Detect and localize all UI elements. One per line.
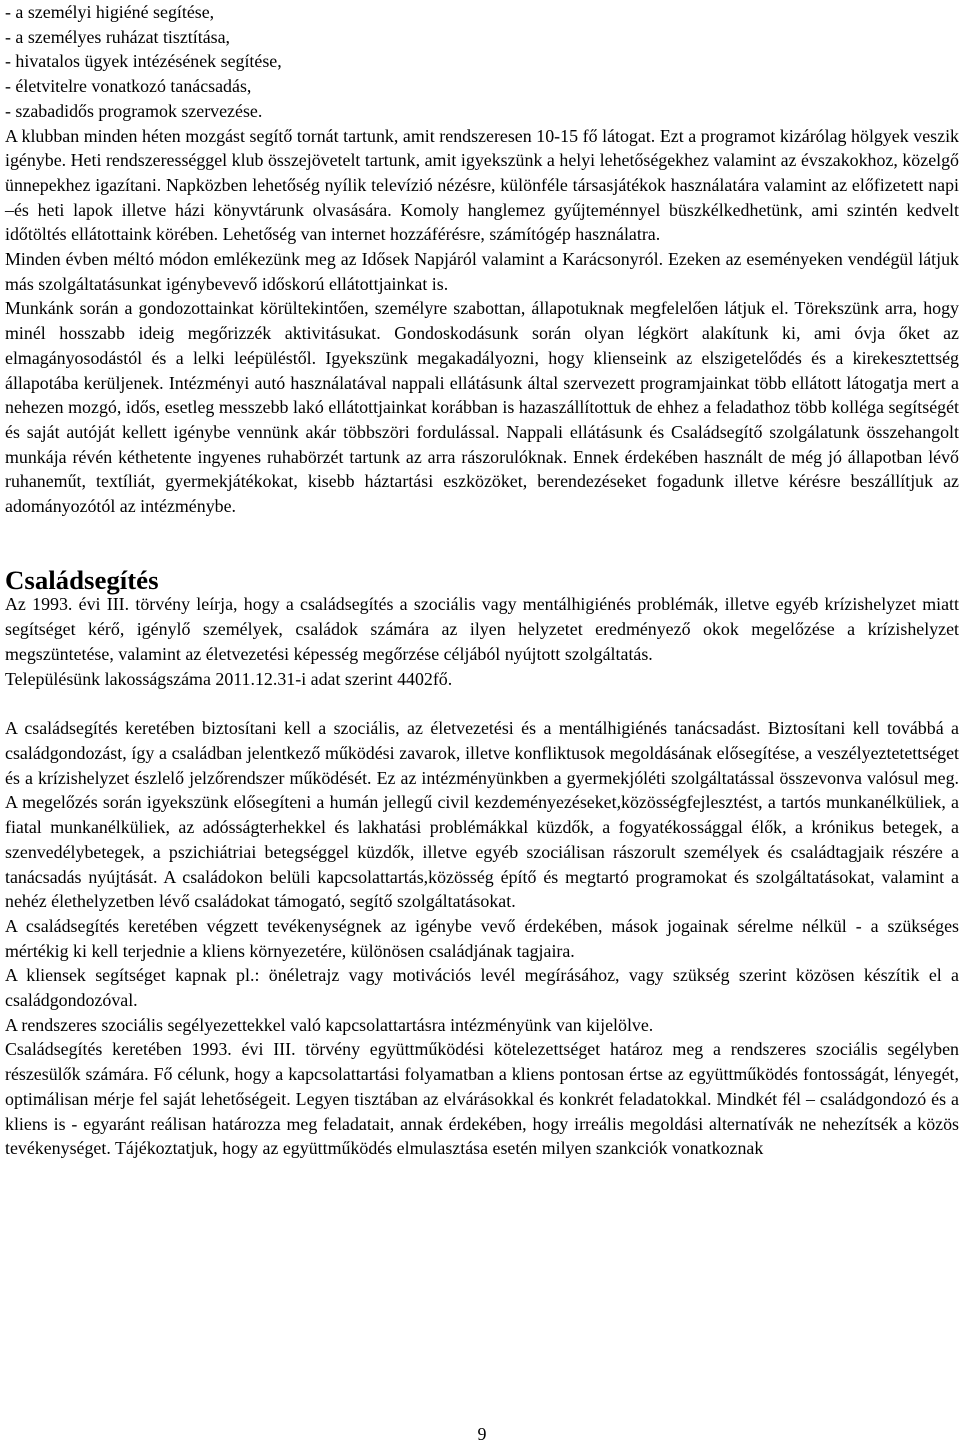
- page-number: 9: [477, 1424, 487, 1444]
- document-page: [5, 0, 959, 1444]
- paragraph-cooperation: Családsegítés keretében 1993. évi III. törvény együttműködési kötelezettséget határoz meg a rendszeres szociális segélyben részesülők számára. Fő célunk, hogy a kapcsolattartási folyamatban a kliens pontosan értse az együttműködés fontosságát, lényegét, optimálisan mérje fel saját lehetőségeit. Legyen tisztában az elvárásokkal és konkrét feladatokkal. Mindkét fél – családgondozó és a kliens is - egyaránt reálisan határozza meg feladatait, annak érdekében, hogy irreális megoldási alternatívák ne nehezítsék a közös tevékenységet. Tájékoztatjuk, hogy az együttműködés elmulasztása esetén milyen szankciók vonatkoznak: [5, 1039, 959, 1159]
- paragraph-population: Településünk lakosságszáma 2011.12.31-i adat szerint 4402fő.: [5, 668, 453, 689]
- paragraph-client-environment: A családsegítés keretében végzett tevékenységnek az igénybe vevő érdekében, mások jogainak sérelme nélkül - a szükséges mértékig ki kell terjednie a kliens környezetére, különösen családjának tagjaira.: [5, 915, 959, 961]
- spacer: [5, 691, 959, 716]
- list-item: - hivatalos ügyek intézésének segítése,: [5, 51, 282, 72]
- paragraph-contact-designation: A rendszeres szociális segélyezettekkel való kapcsolattartásra intézményünk van kijelölve.: [5, 1014, 654, 1035]
- service-list: [5, 0, 959, 124]
- paragraph-law-definition: Az 1993. évi III. törvény leírja, hogy a családsegítés a szociális vagy mentálhigiénés problémák, illetve egyéb krízishelyzet miatt segítséget kérő, igénylő személyek, családok számára az ilyen helyzetet eredményező okok megelőzése a krízishelyzet megszüntetése, valamint az életvezetési képesség megőrzése céljából nyújtott szolgáltatás.: [5, 594, 959, 664]
- paragraph-family-support: A családsegítés keretében biztosítani kell a szociális, az életvezetési és a mentálhigiénés tanácsadást. Biztosítani kell továbbá a családgondozást, így a családban jelentkező működési zavarok, illetve konfliktusok megoldásának elősegítése, a veszélyeztetettséget és a krízishelyzet észlelő jelzőrendszer működését. Ez az intézményünkben a gyermekjóléti szolgáltatással összevonva valósul meg. A megelőzés során igyekszünk elősegíteni a humán jellegű civil kezdeményezéseket,közösségfejlesztést, a tartós munkanélküliek, a fiatal munkanélküliek, az adósságterhekkel és lakhatási problémákkal küzdők, a fogyatékossággal élők, a krónikus betegek, a szenvedélybetegek, a pszichiátriai betegséggel küzdők, illetve egyéb szociálisan rászorult személyek és családtagjaik részére a tanácsadás nyújtását. A családokon belüli kapcsolattartás,közösség építő és megtartó programokat és szolgáltatásokat, valamint a nehéz élethelyzetben lévő családokat támogató, segítő szolgáltatásokat.: [5, 718, 959, 912]
- list-item: - szabadidős programok szervezése.: [5, 100, 263, 121]
- section-heading: Családsegítés: [5, 564, 159, 595]
- paragraph-client-help: A kliensek segítséget kapnak pl.: önéletrajz vagy motivációs levél megírásához, vagy szükség szerint közösen készítik el a családgondozóval.: [5, 965, 959, 1011]
- list-item: - életvitelre vonatkozó tanácsadás,: [5, 76, 252, 97]
- spacer: [5, 519, 959, 568]
- paragraph-club-activities: A klubban minden héten mozgást segítő tornát tartunk, amit rendszeresen 10-15 fő látogat. Ezt a programot kizárólag hölgyek veszik igénybe. Heti rendszerességgel klub összejövetelt tartunk, amit igyekszünk a helyi lehetőségekhez valamint az évszakokhoz, közelgő ünnepekhez igazítani. Napközben lehetőség nyílik televízió nézésre, különféle társasjátékok használatára valamint az előfizetett napi –és heti lapok illetve házi könyvtárunk olvasására. Komoly hanglemez gyűjteménnyel büszkélkedhetünk, ami szintén kedvelt időtöltés ellátottaink körében. Lehetőség van internet hozzáférésre, számítógép használatra.: [5, 125, 959, 245]
- list-item: - a személyi higiéné segítése,: [5, 2, 215, 22]
- paragraph-care-work: Munkánk során a gondozottainkat körültekintően, személyre szabottan, állapotuknak megfelelően látjuk el. Törekszünk arra, hogy minél hosszabb ideig megőrizzék aktivitásukat. Gondoskodásunk során olyan légkört alakítunk ki, ami óvja őket az elmagányosodástól és a lelki leépüléstől. Igyekszünk megakadályozni, hogy klienseink az elszigetelődés és a kirekesztettség állapotába kerüljenek. Intézményi autó használatával nappali ellátásunk által szervezett programjainkat több ellátott látogatja mert a nehezen mozgó, idős, esetleg messzebb lakó ellátottjainkat korábban is hazaszállítottuk de ehhez a feladathoz több kolléga segítségét és saját autóját kellett igénybe vennünk akár többszöri fordulással. Nappali ellátásunk és Családsegítő szolgálatunk összehangolt munkája révén kéthetente ingyenes ruhabörzét tartunk az arra rászorulóknak. Ennek érdekében használt de még jó állapotban lévő ruhaneműt, textíliát, gyermekjátékokat, kisebb háztartási eszközöket, berendezéseket fogadunk illetve kérésre beszállítjuk az adományozótól az intézménybe.: [5, 298, 959, 517]
- paragraph-events: Minden évben méltó módon emlékezünk meg az Idősek Napjáról valamint a Karácsonyról. Ezeken az eseményeken vendégül látjuk más szolgáltatásunkat igénybevevő időskorú ellátottjainkat is.: [5, 249, 959, 294]
- list-item: - a személyes ruházat tisztítása,: [5, 26, 231, 47]
